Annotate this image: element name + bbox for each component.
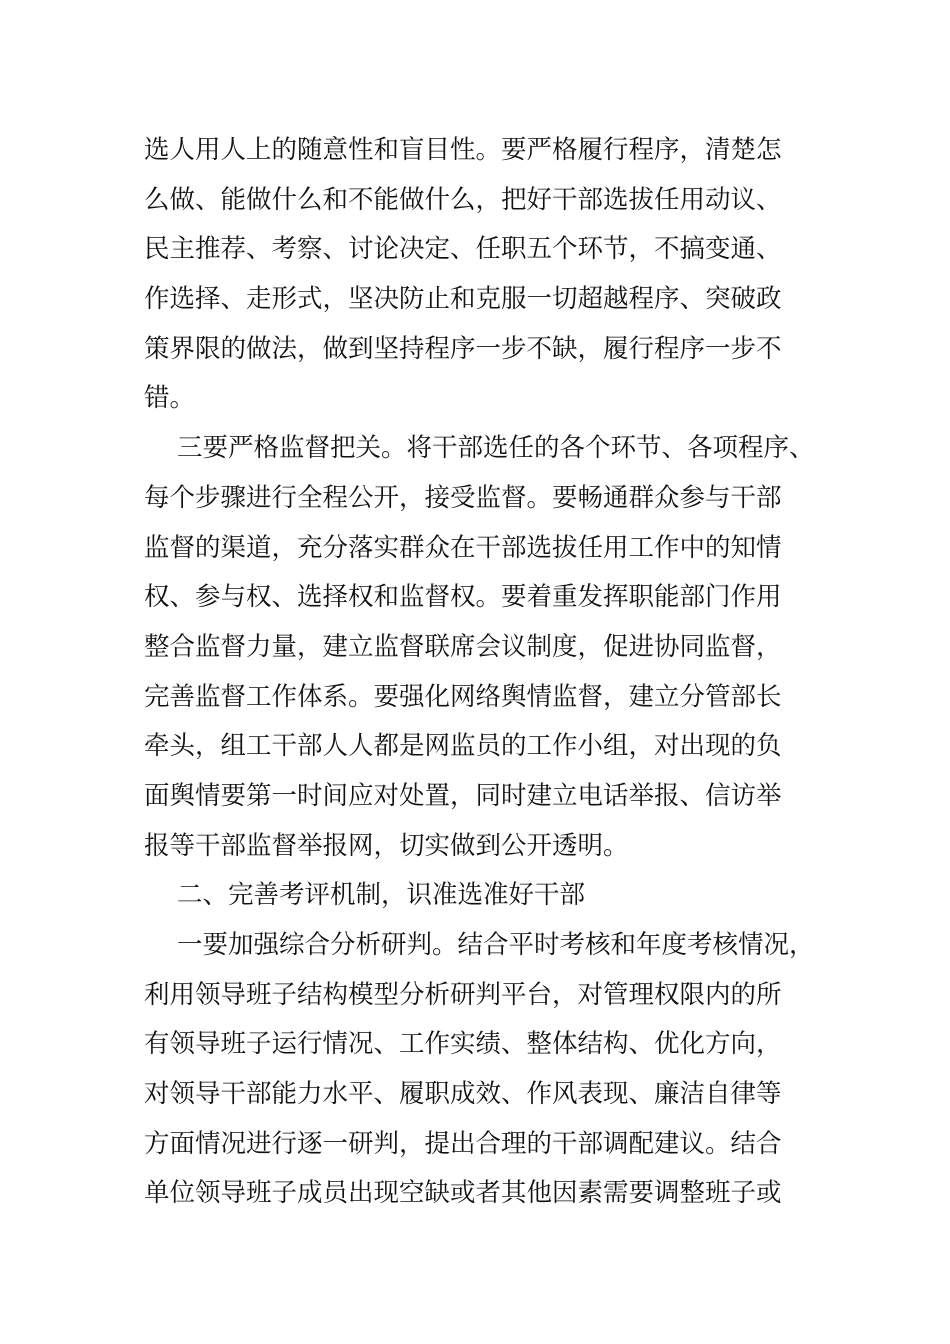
text-line: 方面情况进行逐一研判，提出合理的干部调配建议。结合 [144, 1128, 782, 1159]
text-line: 监督的渠道，充分落实群众在干部选拔任用工作中的知情 [144, 532, 782, 563]
paragraph-start-line: 一要加强综合分析研判。结合平时考核和年度考核情况， [177, 930, 815, 960]
text-line: 利用领导班子结构模型分析研判平台，对管理权限内的所 [144, 979, 782, 1010]
text-line: 策界限的做法，做到坚持程序一步不缺，履行程序一步不 [144, 333, 782, 364]
text-line: 民主推荐、考察、讨论决定、任职五个环节，不搞变通、 [144, 234, 782, 265]
text-line: 每个步骤进行全程公开，接受监督。要畅通群众参与干部 [144, 482, 782, 513]
section-heading: 二、完善考评机制，识准选准好干部 [177, 880, 586, 911]
text-line: 权、参与权、选择权和监督权。要着重发挥职能部门作用 [144, 582, 782, 613]
text-line: 完善监督工作体系。要强化网络舆情监督，建立分管部长 [144, 681, 782, 712]
text-line: 牵头，组工干部人人都是网监员的工作小组，对出现的负 [144, 731, 782, 762]
text-line: 有领导班子运行情况、工作实绩、整体结构、优化方向， [144, 1029, 782, 1060]
text-line: 作选择、走形式，坚决防止和克服一切超越程序、突破政 [144, 284, 782, 315]
text-line: 报等干部监督举报网，切实做到公开透明。 [144, 830, 629, 861]
body-text [144, 126, 844, 1219]
text-line: 单位领导班子成员出现空缺或者其他因素需要调整班子或 [144, 1178, 782, 1209]
text-line: 选人用人上的随意性和盲目性。要严格履行程序，清楚怎 [144, 135, 782, 165]
text-line: 整合监督力量，建立监督联席会议制度，促进协同监督， [144, 631, 782, 662]
text-line: 么做、能做什么和不能做什么，把好干部选拔任用动议、 [144, 184, 782, 215]
text-line: 对领导干部能力水平、履职成效、作风表现、廉洁自律等 [144, 1079, 782, 1110]
text-line: 面舆情要第一时间应对处置，同时建立电话举报、信访举 [144, 780, 782, 811]
paragraph-start-line: 三要严格监督把关。将干部选任的各个环节、各项程序、 [177, 433, 815, 464]
text-line: 错。 [144, 383, 196, 414]
